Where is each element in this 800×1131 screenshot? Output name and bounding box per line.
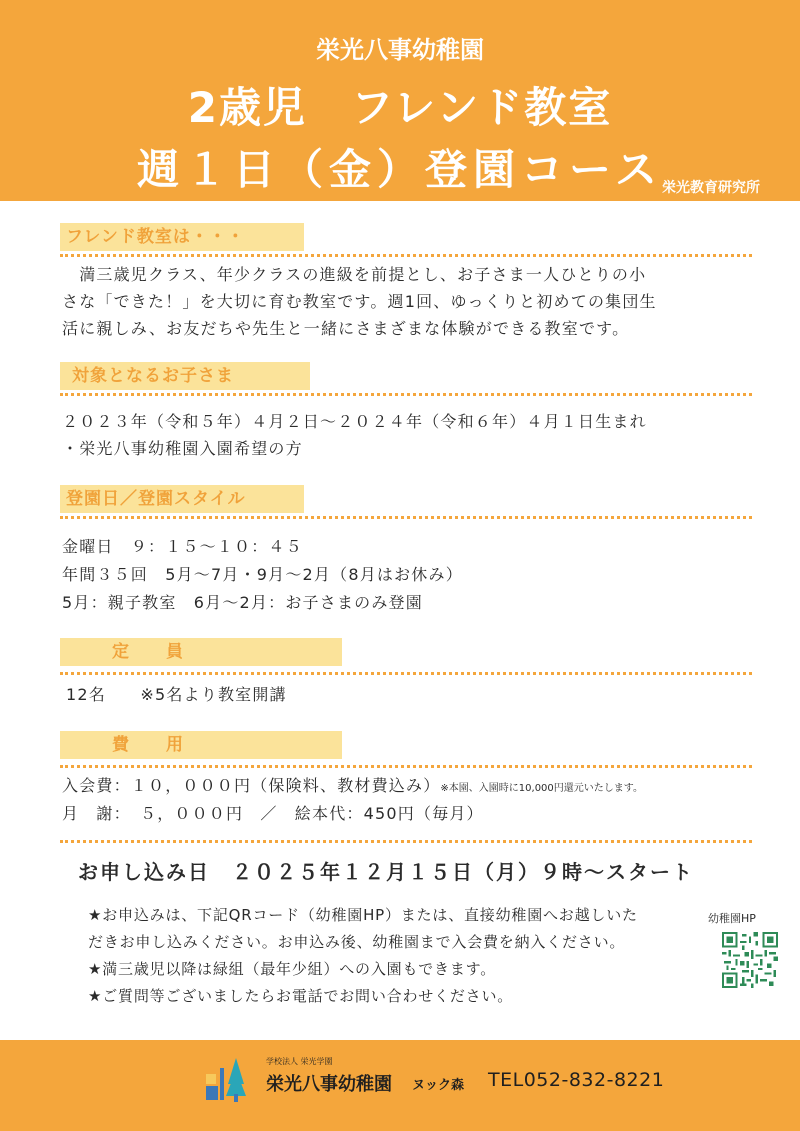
divider xyxy=(60,254,752,257)
forest-name: ヌック森 xyxy=(412,1078,465,1093)
friend-line: 満三歳児クラス、年少クラスの進級を前提とし、お子さま一人ひとりの小 xyxy=(62,265,647,284)
divider xyxy=(60,516,752,519)
title-line-1: 2歳児 フレンド教室 xyxy=(187,83,613,132)
divider xyxy=(60,765,752,768)
fees-entry xyxy=(62,772,643,802)
section-label-capacity: 定 員 xyxy=(60,638,342,666)
qr-label: 幼稚園HP xyxy=(708,912,756,925)
institute-name: 栄光教育研究所 xyxy=(662,180,760,196)
footer-banner xyxy=(0,1040,800,1131)
schedule-line: 年間３５回 5月～7月・9月～2月（8月はお休み） xyxy=(62,565,463,584)
section-label-fees: 費 用 xyxy=(60,731,342,759)
application-note: ★お申込みは、下記QRコード（幼稚園HP）または、直接幼稚園へお越しいた xyxy=(88,906,638,924)
divider xyxy=(60,672,752,675)
friend-description xyxy=(62,261,657,342)
schedule-description xyxy=(62,533,463,617)
application-note: だきお申し込みください。お申込み後、幼稚園まで入会費を納入ください。 xyxy=(88,933,626,951)
school-name: 栄光八事幼稚園 xyxy=(316,36,484,64)
entry-fee-text: 入会費：１０，０００円（保険料、教材費込み） xyxy=(62,776,441,795)
corporation-name: 学校法人 栄光学園 xyxy=(266,1057,333,1066)
qr-code-icon[interactable] xyxy=(722,932,778,988)
section-label-friend: フレンド教室は・・・ xyxy=(60,223,304,251)
target-line: ２０２３年（令和５年）４月２日～２０２４年（令和６年）４月１日生まれ xyxy=(62,412,647,431)
telephone-number[interactable]: TEL052-832-8221 xyxy=(488,1069,665,1091)
section-label-schedule: 登園日／登園スタイル xyxy=(60,485,304,513)
title-line-2: 週１日（金）登園コース xyxy=(137,145,663,194)
kindergarten-name: 栄光八事幼稚園 xyxy=(266,1074,392,1095)
application-note: ★満三歳児以降は緑組（最年少組）への入園もできます。 xyxy=(88,960,497,978)
friend-line: 活に親しみ、お友だちや先生と一緒にさまざまな体験ができる教室です。 xyxy=(62,319,630,338)
application-date: お申し込み日 ２０２５年１２月１５日（月）９時～スタート xyxy=(78,860,694,884)
target-description xyxy=(62,408,647,462)
application-note: ★ご質問等ございましたらお電話でお問い合わせください。 xyxy=(88,987,514,1005)
schedule-line: 5月：親子教室 6月～2月：お子さまのみ登園 xyxy=(62,593,423,612)
header-banner xyxy=(0,0,800,201)
monthly-fee: 月 謝： ５，０００円 ／ 絵本代：450円（毎月） xyxy=(62,804,484,823)
entry-fee-note: ※本園、入園時に10,000円還元いたします。 xyxy=(440,783,643,794)
target-line: ・栄光八事幼稚園入園希望の方 xyxy=(62,439,303,458)
divider xyxy=(60,840,752,843)
friend-line: さな「できた！」を大切に育む教室です。週1回、ゆっくりと初めての集団生 xyxy=(62,292,657,311)
section-label-target: 対象となるお子さま xyxy=(60,362,310,390)
capacity-line: 12名 ※5名より教室開講 xyxy=(66,685,287,704)
kindergarten-logo-icon xyxy=(204,1054,248,1104)
schedule-line: 金曜日 ９：１５～１０：４５ xyxy=(62,537,303,556)
divider xyxy=(60,393,752,396)
